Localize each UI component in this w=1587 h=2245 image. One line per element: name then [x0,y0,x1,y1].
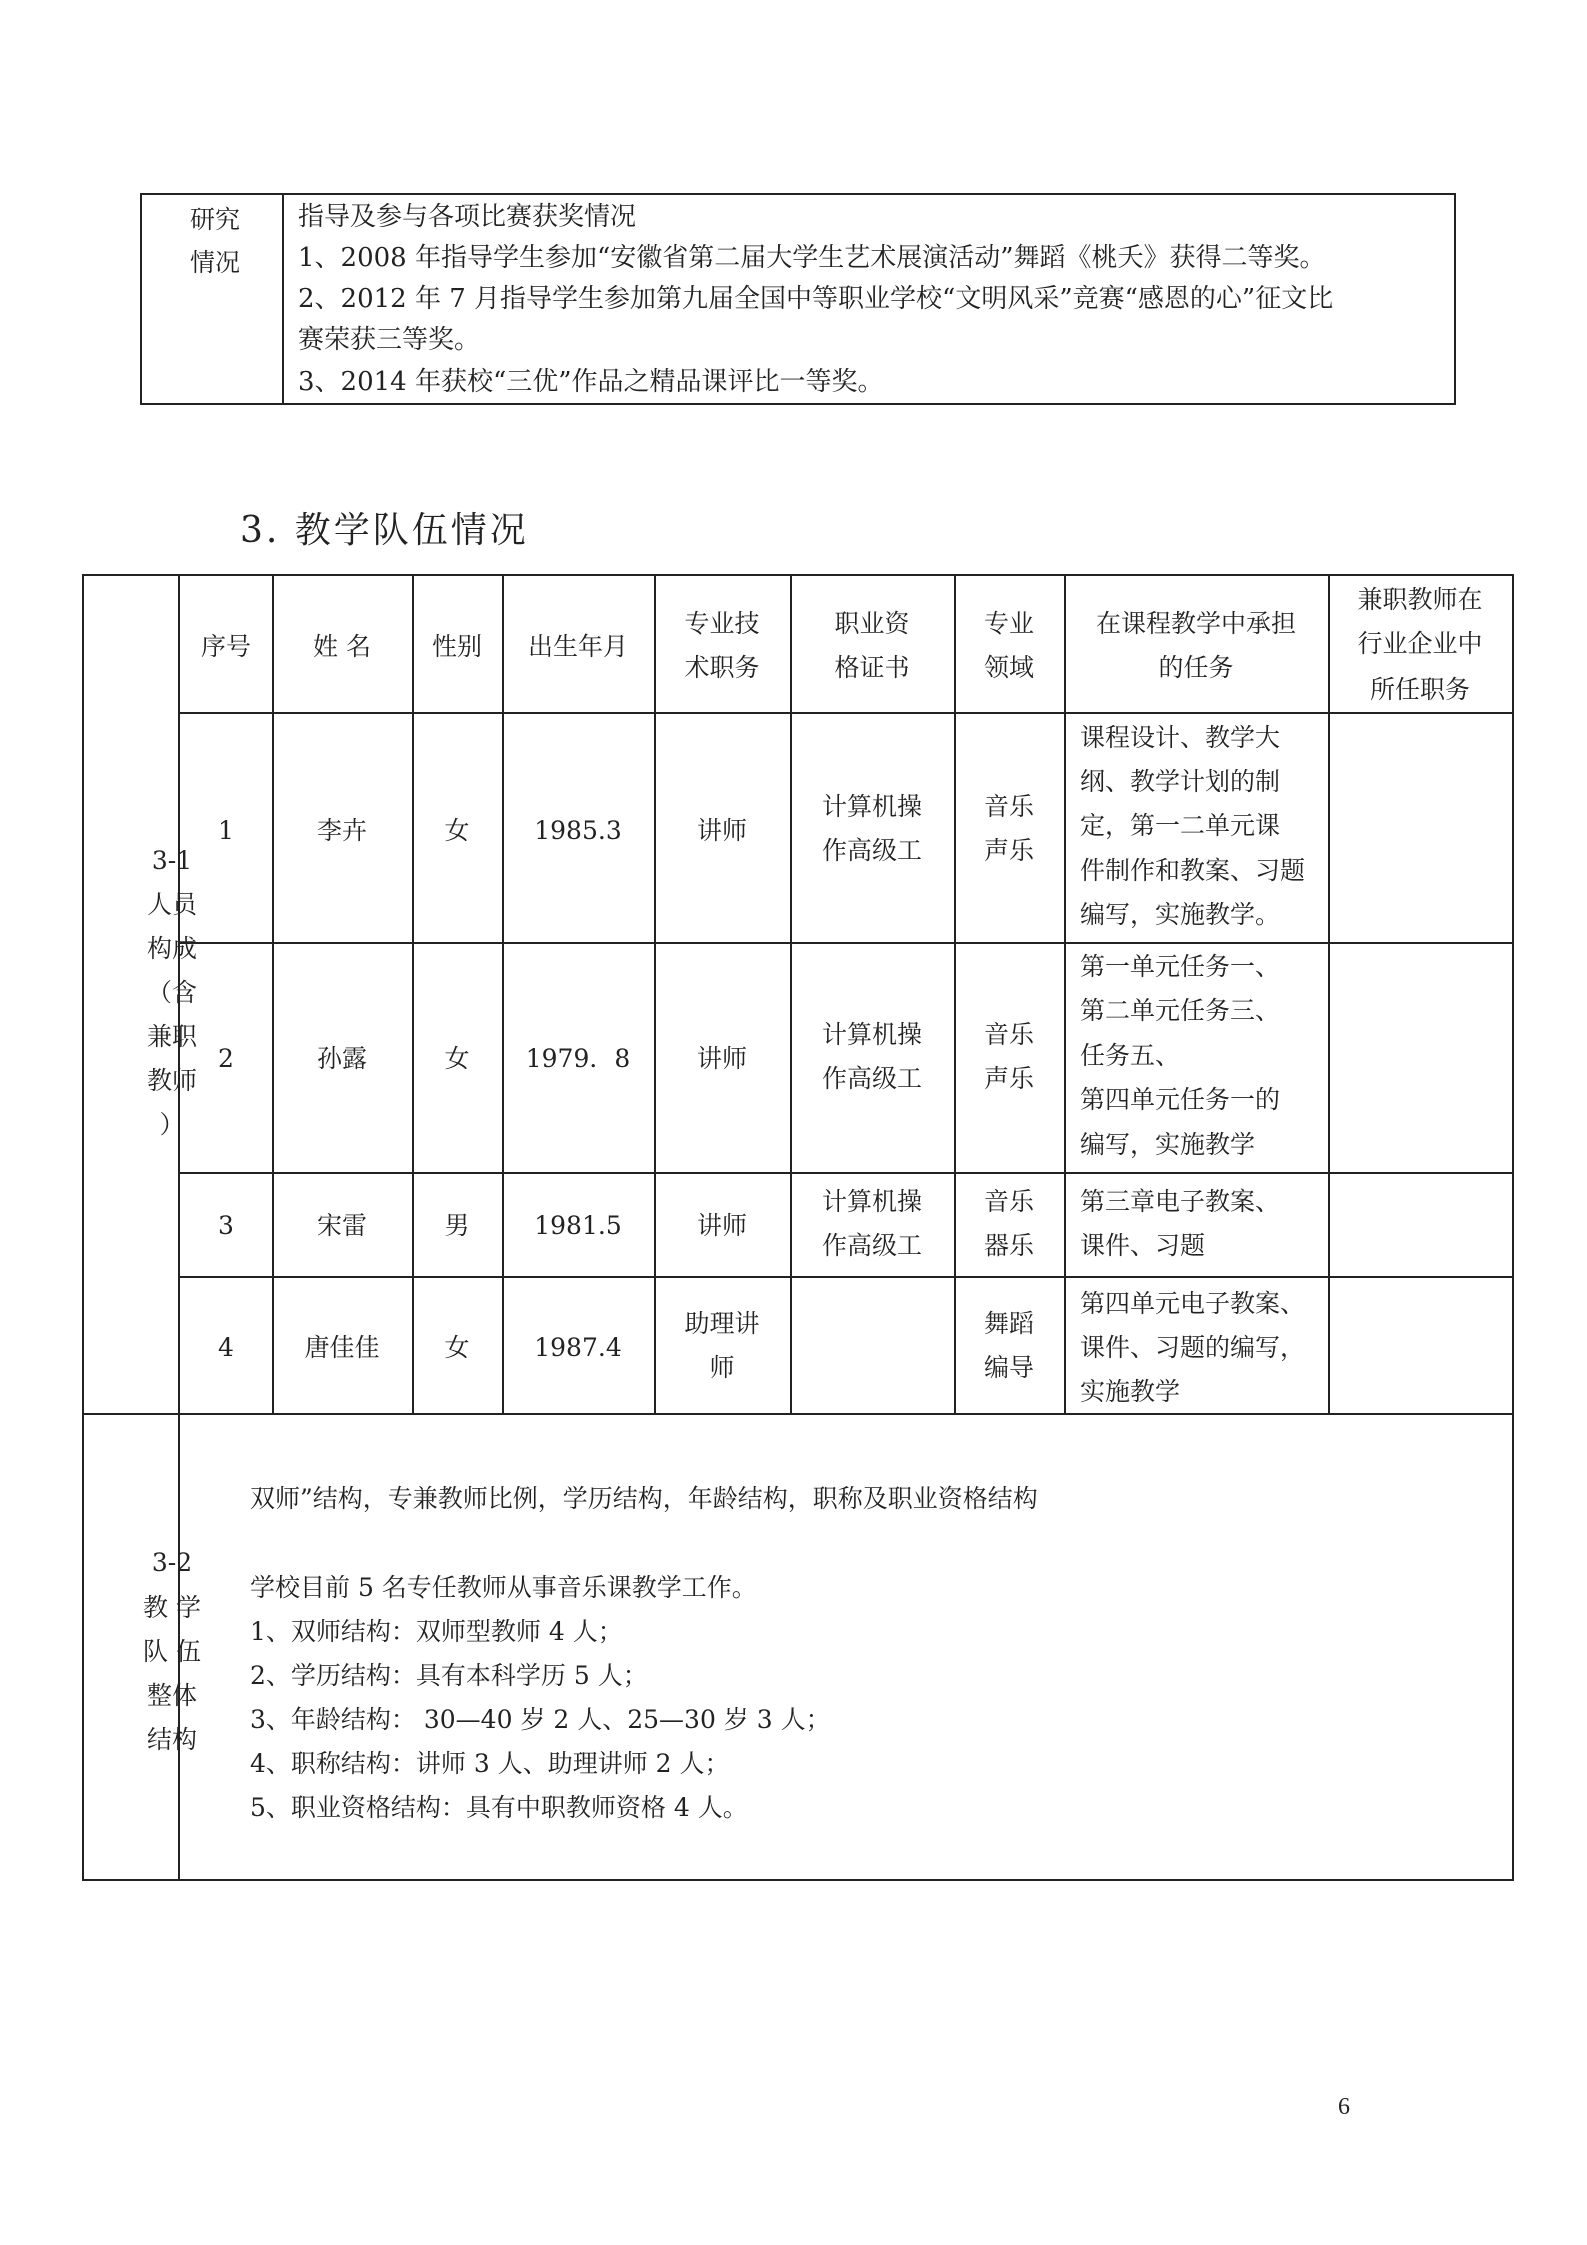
research-divider [282,193,284,405]
research-label-2: 情况 [190,248,241,277]
cell-tasks: 编写，实施教学。 [1080,900,1281,929]
table-rule [178,942,1514,944]
section1-label-line: ） [159,1110,185,1139]
cell-tasks: 课程设计、教学大 [1080,723,1281,752]
research-title: 指导及参与各项比赛获奖情况 [298,202,637,232]
cell-cert: 计算机操 [821,1187,922,1216]
cell-gender: 男 [444,1211,470,1240]
header-cert: 格证书 [834,653,910,682]
cell-gender: 女 [444,1333,470,1362]
cell-tasks: 纲、教学计划的制 [1080,767,1281,796]
cell-field: 音乐 [983,1187,1034,1216]
cell-title: 师 [709,1353,735,1382]
header-title: 专业技 [684,609,760,638]
section2-line: 双师”结构，专兼教师比例，学历结构，年龄结构，职称及职业资格结构 [250,1484,1038,1513]
cell-title: 讲师 [696,1211,747,1240]
header-field: 领域 [983,653,1034,682]
section2-line: 学校目前 5 名专任教师从事音乐课教学工作。 [250,1573,757,1602]
cell-title: 讲师 [696,1044,747,1073]
section1-label-line: 人员 [146,890,197,919]
header-cert: 职业资 [834,609,910,638]
section2-line: 2、学历结构：具有本科学历 5 人； [250,1661,648,1690]
cell-field: 声乐 [983,836,1034,865]
page-number: 6 [1338,2094,1350,2120]
cell-name: 宋雷 [316,1211,367,1240]
cell-tasks: 第四单元任务一的 [1080,1085,1281,1114]
table-rule [790,574,792,1413]
research-line-1: 1、2008 年指导学生参加“安徽省第二届大学生艺术展演活动”舞蹈《桃夭》获得二等奖。 [298,243,1326,273]
cell-cert: 作高级工 [821,1231,922,1260]
section2-label-line: 队 伍 [143,1637,201,1666]
table-rule [954,574,956,1413]
cell-field: 音乐 [983,1020,1034,1049]
cell-tasks: 任务五、 [1080,1041,1181,1070]
cell-gender: 女 [444,1044,470,1073]
cell-field: 舞蹈 [983,1309,1034,1338]
cell-seq: 1 [218,816,234,845]
cell-seq: 3 [218,1211,234,1240]
header-tasks: 的任务 [1158,653,1234,682]
header-parttime: 行业企业中 [1357,629,1483,658]
cell-tasks: 第三章电子教案、 [1080,1187,1281,1216]
table-rule [178,1172,1514,1174]
section2-line: 3、年龄结构： 30—40 岁 2 人、25—30 岁 3 人； [250,1705,831,1734]
header-tasks: 在课程教学中承担 [1095,609,1296,638]
cell-birth: 1985.3 [534,816,622,845]
header-field: 专业 [983,609,1034,638]
cell-name: 李卉 [316,816,367,845]
cell-name: 孙露 [316,1044,367,1073]
section2-label-line: 整体 [146,1681,197,1710]
table-rule [502,574,504,1413]
header-name: 姓 名 [313,632,371,661]
cell-field: 声乐 [983,1064,1034,1093]
cell-tasks: 课件、习题的编写， [1080,1333,1306,1362]
header-seq: 序号 [200,632,251,661]
table-rule [412,574,414,1413]
cell-title: 讲师 [696,816,747,845]
research-label-1: 研究 [190,205,241,234]
section2-line: 5、职业资格结构：具有中职教师资格 4 人。 [250,1793,748,1822]
header-title: 术职务 [684,653,760,682]
section1-label-line: 兼职 [146,1022,197,1051]
header-birth: 出生年月 [527,632,628,661]
cell-cert: 作高级工 [821,1064,922,1093]
section2-label-line: 3-2 [151,1548,193,1577]
table-rule [654,574,656,1413]
section1-label-line: 教师 [146,1066,197,1095]
cell-tasks: 第二单元任务三、 [1080,996,1281,1025]
cell-tasks: 第四单元电子教案、 [1080,1289,1306,1318]
cell-tasks: 件制作和教案、习题 [1080,856,1306,885]
cell-title: 助理讲 [684,1309,760,1338]
section2-line: 1、双师结构：双师型教师 4 人； [250,1617,623,1646]
section2-label-line: 结构 [146,1725,197,1754]
cell-tasks: 定，第一二单元课 [1080,811,1281,840]
research-line-4: 3、2014 年获校“三优”作品之精品课评比一等奖。 [298,367,884,397]
cell-gender: 女 [444,816,470,845]
header-gender: 性别 [431,632,482,661]
research-line-3: 赛荣获三等奖。 [298,325,481,355]
cell-seq: 2 [218,1044,234,1073]
section2-line: 4、职称结构：讲师 3 人、助理讲师 2 人； [250,1749,730,1778]
research-line-2: 2、2012 年 7 月指导学生参加第九届全国中等职业学校“文明风采”竞赛“感恩的心”征文比 [298,284,1334,314]
cell-birth: 1981.5 [534,1211,622,1240]
section1-label-line: 3-1 [151,846,193,875]
cell-tasks: 编写，实施教学 [1080,1130,1256,1159]
cell-birth: 1987.4 [534,1333,622,1362]
cell-field: 编导 [983,1353,1034,1382]
cell-cert: 计算机操 [821,1020,922,1049]
table-rule [178,1276,1514,1278]
table-rule [178,712,1514,714]
cell-tasks: 课件、习题 [1080,1231,1206,1260]
section-heading: 3. 教学队伍情况 [240,510,529,551]
cell-tasks: 实施教学 [1080,1377,1181,1406]
cell-field: 器乐 [983,1231,1034,1260]
cell-birth: 1979．8 [525,1044,631,1073]
table-rule [1064,574,1066,1413]
table-rule [272,574,274,1413]
cell-tasks: 第一单元任务一、 [1080,952,1281,981]
cell-seq: 4 [218,1333,234,1362]
header-parttime: 所任职务 [1369,675,1470,704]
cell-cert: 作高级工 [821,836,922,865]
cell-field: 音乐 [983,792,1034,821]
cell-cert: 计算机操 [821,792,922,821]
section2-label-line: 教 学 [143,1593,201,1622]
section1-label-line: 构成 [146,934,197,963]
header-parttime: 兼职教师在 [1357,585,1483,614]
cell-name: 唐佳佳 [304,1333,380,1362]
table-rule [82,1413,1514,1415]
section1-label-line: （含 [146,978,197,1007]
